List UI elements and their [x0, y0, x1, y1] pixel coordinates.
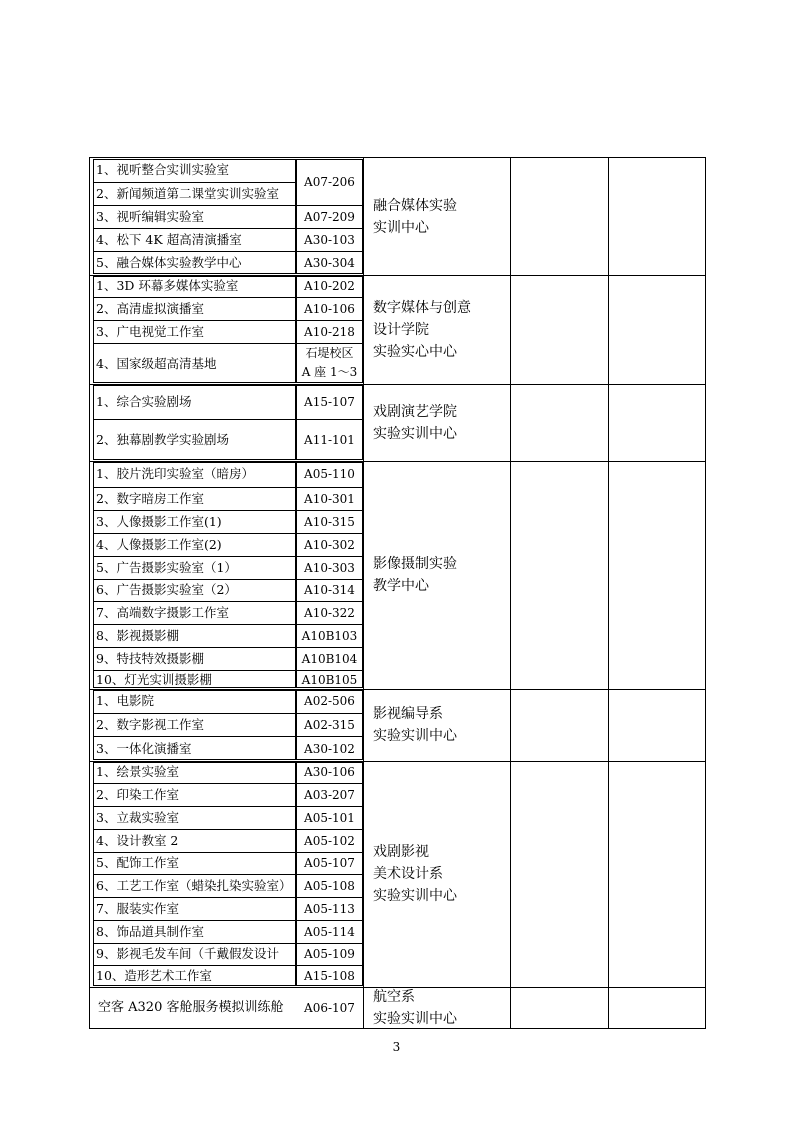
room-code: A30-304 [304, 256, 355, 270]
center-name-line: 实验实训中心 [373, 888, 457, 904]
page-number: 3 [392, 1040, 401, 1054]
lab-name: 空客 A320 客舱服务模拟训练舱 [98, 1000, 284, 1015]
row-divider [93, 297, 296, 298]
lab-name: 2、独幕剧教学实验剧场 [96, 432, 229, 447]
row-divider [296, 343, 363, 344]
row-divider [296, 320, 363, 321]
lab-name: 10、灯光实训摄影棚 [96, 671, 212, 687]
lab-name: 5、配饰工作室 [96, 855, 179, 870]
room-code: A05-109 [304, 947, 355, 961]
room-code: 石堤校区 [305, 346, 354, 360]
room-code: A07-209 [304, 209, 355, 224]
center-name-line: 实训中心 [373, 219, 429, 236]
room-code: A05-107 [304, 856, 355, 870]
room-code: A30-102 [304, 741, 355, 756]
row-divider [93, 228, 296, 229]
room-code: A10-303 [304, 560, 355, 575]
center-name-line: 数字媒体与创意 [373, 299, 471, 316]
lab-table [89, 157, 706, 1029]
room-code: A02-315 [304, 717, 355, 732]
lab-name: 7、高端数字摄影工作室 [96, 604, 229, 620]
row-divider [93, 965, 296, 966]
room-code: A10-302 [304, 537, 355, 552]
row-divider [296, 920, 363, 921]
row-divider [93, 897, 296, 898]
room-code: A05-101 [304, 810, 355, 825]
room-code: A05-110 [304, 467, 355, 481]
lab-name: 3、一体化演播室 [96, 740, 192, 756]
row-divider [296, 736, 363, 737]
lab-name: 2、数字暗房工作室 [96, 490, 204, 506]
center-name-line: 设计学院 [373, 321, 429, 338]
lab-name: 10、造形艺术工作室 [96, 968, 212, 983]
room-code: A10B104 [301, 651, 358, 666]
room-code-line2: A 座 1～3 [301, 365, 358, 379]
lab-name: 5、广告摄影实验室（1） [96, 559, 237, 575]
row-divider [93, 736, 296, 737]
room-code: A10-315 [304, 514, 355, 529]
room-code: A30-106 [304, 765, 355, 779]
room-code: A10-106 [304, 301, 355, 316]
center-name-line: 融合媒体实验 [373, 197, 457, 214]
row-divider [296, 533, 363, 534]
room-code: A03-207 [304, 787, 355, 802]
center-name-line: 戏剧演艺学院 [373, 403, 457, 420]
row-divider [93, 579, 296, 580]
lab-name: 5、融合媒体实验教学中心 [96, 255, 242, 270]
lab-name: 1、电影院 [96, 693, 154, 708]
room-code: A05-114 [304, 924, 355, 939]
row-divider [296, 601, 363, 602]
row-divider [93, 182, 296, 183]
lab-name: 3、广电视觉工作室 [96, 323, 204, 339]
lab-name: 2、印染工作室 [96, 786, 179, 802]
row-divider [93, 624, 296, 625]
lab-name: 8、饰品道具制作室 [96, 923, 204, 939]
center-name-line: 影视编导系 [373, 706, 443, 722]
row-divider [93, 510, 296, 511]
center-name-line: 影像摄制实验 [373, 556, 457, 572]
row-divider [93, 487, 296, 488]
lab-name: 3、视听编辑实验室 [96, 208, 204, 224]
row-divider [93, 205, 296, 206]
row-divider [93, 806, 296, 807]
row-divider [296, 829, 363, 830]
row-divider [296, 852, 363, 853]
row-divider [296, 874, 363, 875]
lab-name: 2、数字影视工作室 [96, 716, 204, 732]
row-divider [296, 783, 363, 784]
lab-name: 4、设计教室 2 [96, 832, 179, 848]
lab-name: 7、服装实作室 [96, 900, 179, 916]
row-divider [296, 205, 363, 206]
center-name-line: 实验实训中心 [373, 1011, 457, 1027]
row-divider [93, 874, 296, 875]
row-divider [93, 943, 296, 944]
row-divider [296, 510, 363, 511]
lab-name: 1、胶片洗印实验室（暗房） [96, 466, 254, 481]
row-divider [296, 228, 363, 229]
room-code: A05-108 [304, 878, 355, 893]
room-code: A10-314 [304, 583, 355, 597]
row-divider [93, 713, 296, 714]
lab-name: 9、特技特效摄影棚 [96, 650, 204, 666]
row-divider [296, 251, 363, 252]
row-divider [296, 647, 363, 648]
lab-name: 1、视听整合实训实验室 [96, 162, 229, 177]
row-divider [296, 806, 363, 807]
column-divider [363, 158, 364, 1028]
room-code: A15-107 [304, 394, 355, 409]
row-divider [93, 533, 296, 534]
room-code: A06-107 [304, 1001, 355, 1015]
lab-name: 1、绘景实验室 [96, 764, 179, 779]
room-code: A05-102 [304, 833, 355, 848]
lab-name: 4、人像摄影工作室(2) [96, 536, 222, 552]
row-divider [93, 556, 296, 557]
row-divider [93, 419, 296, 420]
center-name-line: 教学中心 [373, 578, 429, 594]
lab-name: 6、工艺工作室（蜡染扎染实验室） [96, 877, 292, 893]
row-divider [296, 579, 363, 580]
room-code: A10B105 [301, 672, 358, 687]
room-code: A10-218 [304, 324, 355, 339]
row-divider [93, 601, 296, 602]
room-code: A30-103 [304, 232, 355, 247]
row-divider [296, 624, 363, 625]
lab-name: 4、国家级超高清基地 [96, 355, 217, 371]
row-divider [93, 251, 296, 252]
row-divider [296, 297, 363, 298]
room-code: A05-113 [304, 901, 355, 916]
lab-name: 1、综合实验剧场 [96, 393, 192, 409]
room-code: A10-202 [304, 279, 355, 293]
column-divider [608, 158, 609, 1028]
room-code: A10B103 [301, 628, 358, 643]
column-divider [510, 158, 511, 1028]
lab-name: 9、影视毛发车间（千戴假发设计 [96, 946, 279, 961]
lab-name: 4、松下 4K 超高清演播室 [96, 231, 242, 247]
lab-name: 6、广告摄影实验室（2） [96, 582, 237, 597]
room-code: A07-206 [304, 174, 355, 189]
lab-name: 1、3D 环幕多媒体实验室 [96, 278, 239, 293]
row-divider [93, 320, 296, 321]
row-divider [296, 713, 363, 714]
room-code: A02-506 [304, 694, 355, 708]
row-divider [296, 943, 363, 944]
lab-name: 3、人像摄影工作室(1) [96, 513, 222, 529]
row-divider [296, 487, 363, 488]
room-code: A11-101 [304, 433, 355, 447]
room-code: A10-301 [304, 491, 355, 506]
row-divider [93, 829, 296, 830]
row-divider [296, 556, 363, 557]
lab-name: 2、新闻频道第二课堂实训实验室 [96, 185, 279, 201]
row-divider [296, 897, 363, 898]
row-divider [93, 920, 296, 921]
row-divider [93, 852, 296, 853]
lab-name: 3、立裁实验室 [96, 809, 179, 825]
lab-name: 2、高清虚拟演播室 [96, 300, 204, 316]
room-code: A15-108 [304, 969, 355, 983]
row-divider [93, 647, 296, 648]
lab-name: 8、影视摄影棚 [96, 627, 179, 643]
center-name-line: 航空系 [373, 989, 415, 1005]
center-name-line: 戏剧影视 [373, 844, 429, 860]
center-name-line: 美术设计系 [373, 866, 443, 882]
center-name-line: 实验实心中心 [373, 343, 457, 360]
center-name-line: 实验实训中心 [373, 728, 457, 744]
room-code: A10-322 [304, 605, 355, 620]
row-divider [93, 783, 296, 784]
row-divider [296, 419, 363, 420]
row-divider [93, 343, 296, 344]
center-name-line: 实验实训中心 [373, 425, 457, 442]
row-divider [296, 965, 363, 966]
